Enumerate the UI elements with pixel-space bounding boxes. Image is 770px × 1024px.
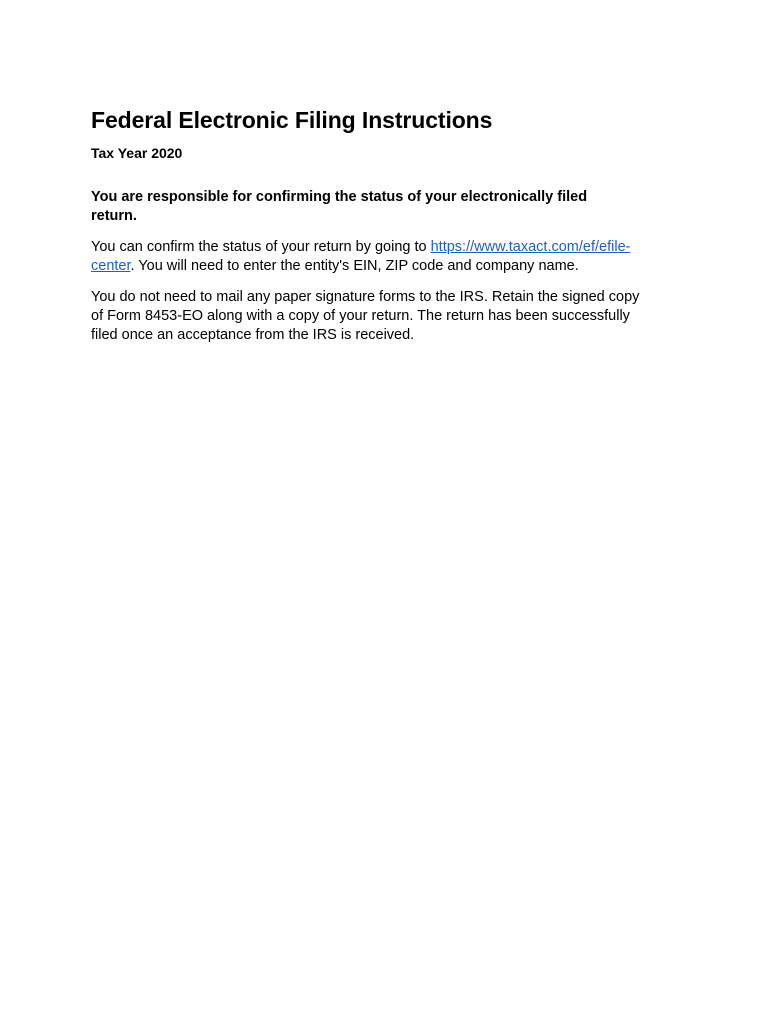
- document-content: [91, 106, 651, 345]
- confirm-status-text: You can confirm the status of your return by going to: [91, 239, 431, 255]
- responsibility-warning: You are responsible for confirming the status of your electronically filed return.: [91, 189, 588, 224]
- tax-year-label: Tax Year 2020: [91, 145, 183, 161]
- document-title: Federal Electronic Filing Instructions: [91, 107, 493, 133]
- confirm-status-paragraph: [91, 238, 641, 276]
- confirm-status-text-continued: . You will need to enter the entity's EIN, ZIP code and company name.: [130, 258, 579, 274]
- no-mail-paragraph: You do not need to mail any paper signature forms to the IRS. Retain the signed copy of Form 8453-EO along with a copy of your return. The return has been successfully filed once an acceptance from the IRS is received.: [91, 289, 640, 343]
- efile-center-link[interactable]: https://www.taxact.com/ef/efile-center: [91, 239, 631, 274]
